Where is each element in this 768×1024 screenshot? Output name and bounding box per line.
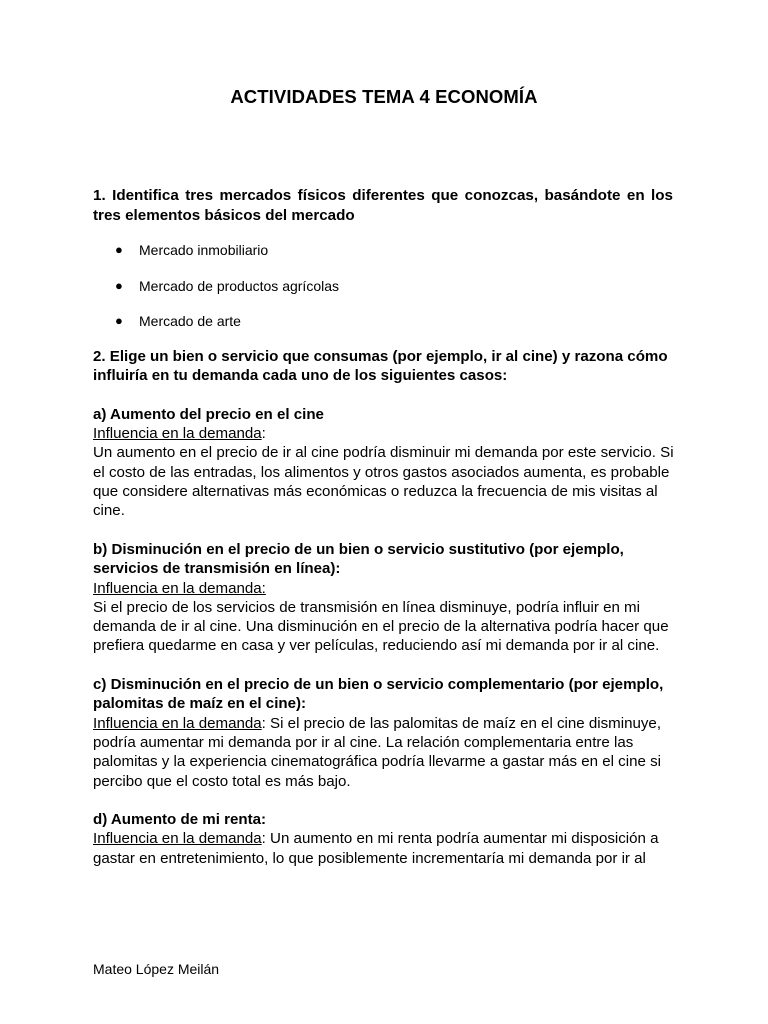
list-item-text: Mercado de arte bbox=[139, 313, 241, 329]
case-b bbox=[93, 540, 683, 656]
case-a bbox=[93, 405, 683, 521]
case-d-heading: d) Aumento de mi renta: bbox=[93, 811, 267, 829]
case-c-label: Influencia en la demanda bbox=[93, 714, 262, 732]
case-b-heading: b) Disminución en el precio de un bien o servicio sustitutivo (por ejemplo, servicios de transmisión en línea): bbox=[93, 540, 624, 578]
case-c bbox=[93, 675, 683, 791]
case-d bbox=[93, 810, 683, 868]
case-d-text: : Un aumento en mi renta podría aumentar mi disposición a gastar en entretenimiento, lo que posiblemente incrementaría mi demanda por ir al bbox=[93, 830, 659, 867]
question-2-heading: 2. Elige un bien o servicio que consumas (por ejemplo, ir al cine) y razona cómo influiría en tu demanda cada uno de los siguientes casos: bbox=[93, 348, 668, 385]
question-1-heading: 1. Identifica tres mercados físicos diferentes que conozcas, basándote en los tres elementos básicos del mercado bbox=[93, 187, 673, 224]
list-item bbox=[93, 311, 339, 347]
question-2-section bbox=[93, 347, 683, 887]
case-c-heading: c) Disminución en el precio de un bien o servicio complementario (por ejemplo, palomitas de maíz en el cine): bbox=[93, 676, 664, 713]
case-b-text: Si el precio de los servicios de transmisión en línea disminuye, podría influir en mi demanda de ir al cine. Una disminución en el precio de la alternativa podría hacer que prefiera quedarme en casa y ver películas, reduciendo así mi demanda por ir al cine. bbox=[93, 598, 669, 655]
bullet-icon: ● bbox=[115, 277, 123, 293]
case-a-separator: : bbox=[261, 425, 266, 443]
document-title: ACTIVIDADES TEMA 4 ECONOMÍA bbox=[230, 86, 538, 107]
list-item bbox=[93, 240, 339, 276]
author-footer: Mateo López Meilán bbox=[93, 961, 220, 977]
bullet-icon: ● bbox=[115, 242, 123, 257]
market-list bbox=[93, 240, 339, 347]
list-item-text: Mercado de productos agrícolas bbox=[139, 277, 339, 294]
list-item bbox=[93, 276, 339, 312]
list-item-text: Mercado inmobiliario bbox=[139, 242, 269, 258]
case-b-label: Influencia en la demanda: bbox=[93, 579, 266, 597]
case-c-text: : Si el precio de las palomitas de maíz en el cine disminuye, podría aumentar mi demanda por ir al cine. La relación complementaria entre las palomitas y la experiencia cinematográfica podría llevarme a gastar más en el cine si percibo que el costo total es más bajo. bbox=[93, 714, 662, 790]
case-d-label: Influencia en la demanda bbox=[93, 830, 262, 848]
bullet-icon: ● bbox=[115, 313, 123, 328]
case-a-heading: a) Aumento del precio en el cine bbox=[93, 405, 324, 423]
case-a-label: Influencia en la demanda bbox=[93, 425, 262, 443]
case-a-text: Un aumento en el precio de ir al cine podría disminuir mi demanda por este servicio. Si el costo de las entradas, los alimentos y otros gastos asociados aumenta, es probable que considere alternativas más económicas o reduzca la frecuencia de mis visitas al cine. bbox=[93, 444, 674, 520]
